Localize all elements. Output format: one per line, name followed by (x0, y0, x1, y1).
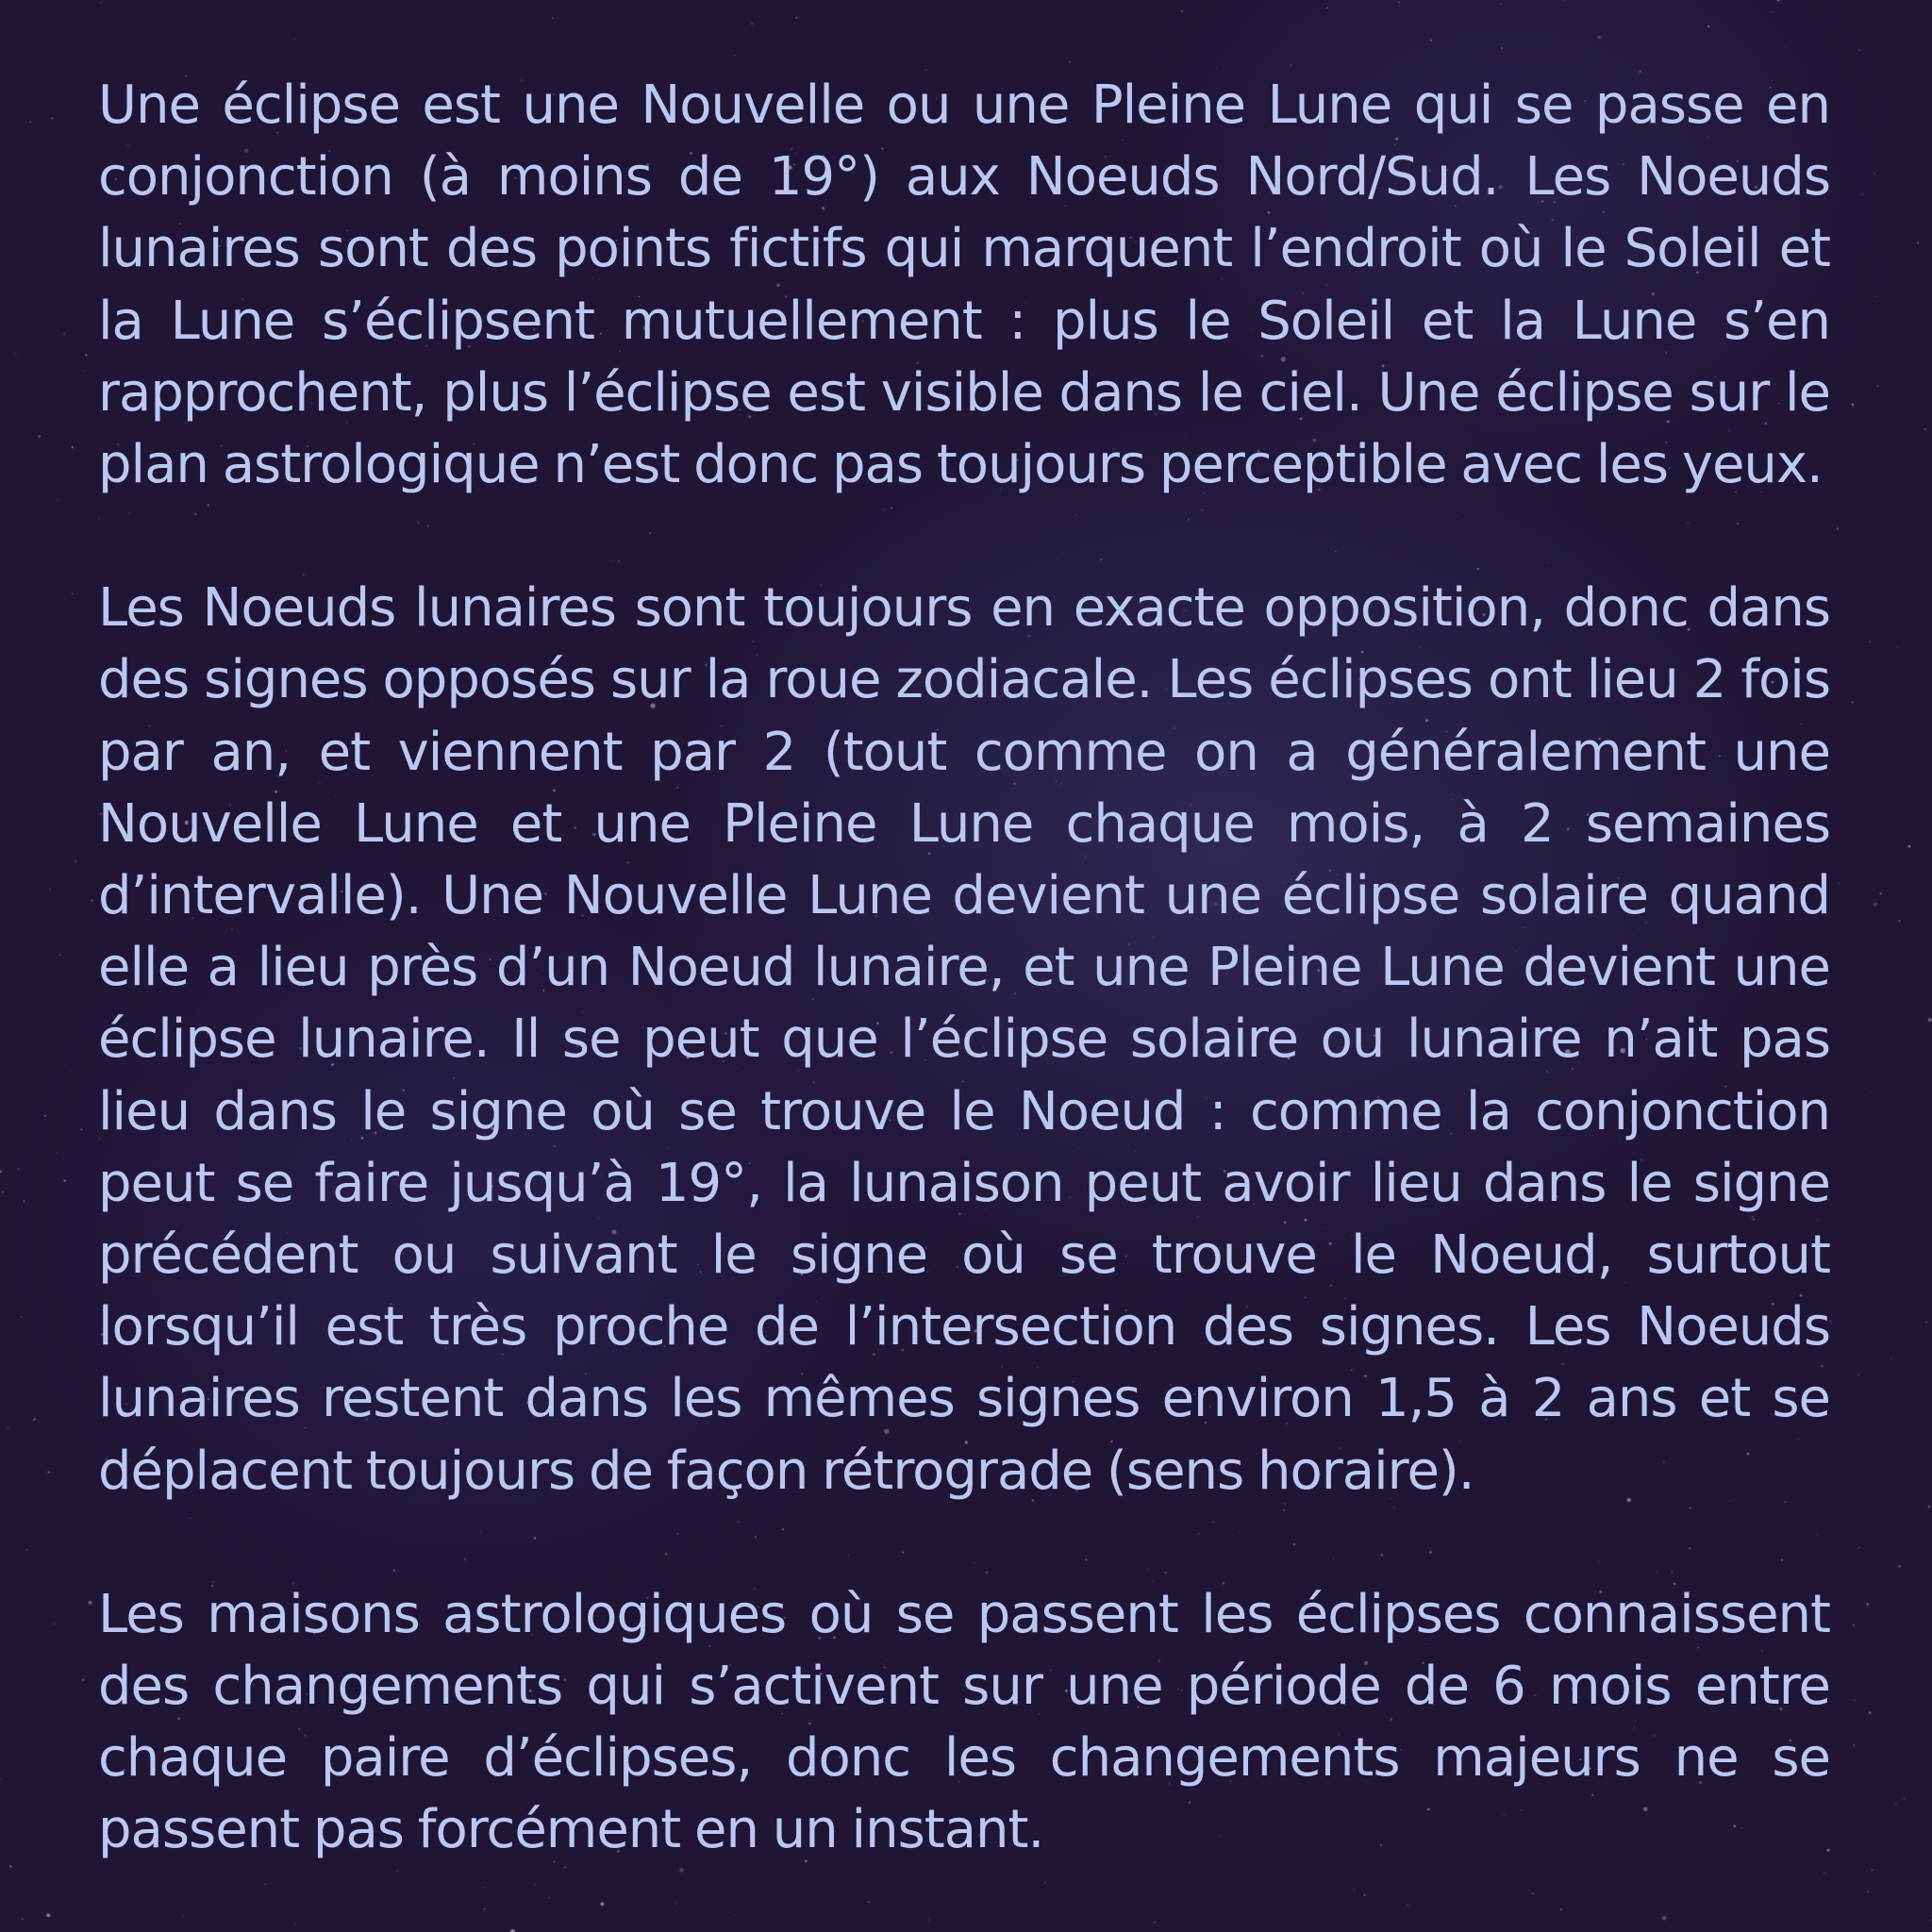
paragraph-astrological-houses: Les maisons astrologiques où se passent les éclipses connaissent des changements qui s’activent sur une période de 6 mois entre chaque paire d’éclipses, donc les changements majeurs ne se passent pas forcément en un instant. (98, 1583, 1830, 1861)
paragraph-lunar-nodes: Les Noeuds lunaires sont toujours en exacte opposition, donc dans des signes opposés sur la roue zodiacale. Les éclipses ont lieu 2 fois par an, et viennent par 2 (tout comme on a généralement une Nouvelle Lune et une Pleine Lune chaque mois, à 2 semaines d’intervalle). Une Nouvelle Lune devient une éclipse solaire quand elle a lieu près d’un Noeud lunaire, et une Pleine Lune devient une éclipse lunaire. Il se peut que l’éclipse solaire ou lunaire n’ait pas lieu dans le signe où se trouve le Noeud : comme la conjonction peut se faire jusqu’à 19°, la lunaison peut avoir lieu dans le signe précédent ou suivant le signe où se trouve le Noeud, surtout lorsqu’il est très proche de l’intersection des signes. Les Noeuds lunaires restent dans les mêmes signes environ 1,5 à 2 ans et se déplacent toujours de façon rétrograde (sens horaire). (98, 577, 1830, 1502)
article-text (98, 70, 1830, 1867)
paragraph-eclipse-definition: Une éclipse est une Nouvelle ou une Pleine Lune qui se passe en conjonction (à moins de 19°) aux Noeuds Nord/Sud. Les Noeuds lunaires sont des points fictifs qui marquent l’endroit où le Soleil et la Lune s’éclipsent mutuellement : plus le Soleil et la Lune s’en rapprochent, plus l’éclipse est visible dans le ciel. Une éclipse sur le plan astrologique n’est donc pas toujours perceptible avec les yeux. (98, 75, 1830, 496)
